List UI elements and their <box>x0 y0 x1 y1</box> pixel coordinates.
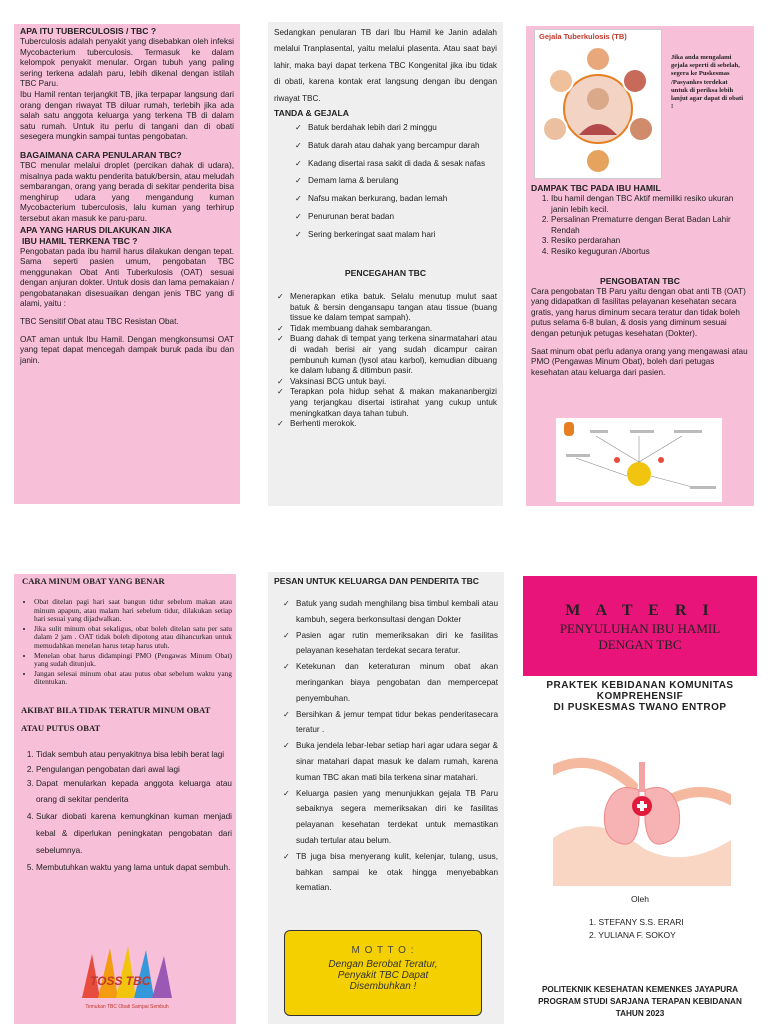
heading-signs: TANDA & GEJALA <box>274 108 349 119</box>
text-pregnant-risk: Ibu Hamil rentan terjangkit TB, jika terpapar langsung dari orang dengan riwayat TB diluar rumah, terlebih jika ada salah satu anggota keluarga yang terkena TB di dalam satu rumah. Untuk itu perlu di tangani dan di obati sesegera mungkin sampai tuntas pengobatan. <box>20 89 234 142</box>
institution-1: POLITEKNIK KESEHATAN KEMENKES JAYAPURA <box>541 985 739 994</box>
motto-line-1: Dengan Berobat Teratur, <box>328 959 438 970</box>
heading-impact: DAMPAK TBC PADA IBU HAMIL <box>531 183 661 193</box>
cover-title-materi: M A T E R I <box>565 602 715 619</box>
impact-item: 1. Ibu hamil dengan TBC Aktif memiliki resiko ukuran janin lebih kecil. <box>551 194 749 215</box>
sign-item: ✓ Penurunan berat badan <box>292 208 497 226</box>
consequences-list <box>18 747 232 876</box>
heading-transmission: BAGAIMANA CARA PENULARAN TBC? <box>20 149 182 160</box>
consequence-item: 1. Tidak sembuh atau penyakitnya bisa lebih berat lagi <box>36 747 232 763</box>
heading-what-to-do-2: IBU HAMIL TERKENA TBC ? <box>22 235 138 246</box>
sign-item: ✓ Batuk darah atau dahak yang bercampur darah <box>292 137 497 155</box>
author-1: 1. STEFANY S.S. ERARI <box>589 917 684 927</box>
consequence-item: 3. Dapat menularkan kepada anggota keluarga atau orang di sekitar penderita <box>36 776 232 808</box>
medication-rule-item: • Jika sulit minum obat sekaligus, obat boleh ditelan satu per satu dalam 2 jam . OAT tidak boleh dipotong atau dihancurkan untuk memudahkan menelan harus tetap harus utuh. <box>34 625 232 651</box>
symptoms-figure-title: Gejala Tuberkulosis (TB) <box>539 32 627 41</box>
text-definition: Tuberculosis adalah penyakit yang disebabkan oleh infeksi Mycobacterium tuberculosis. Termasuk ke dalam kelompok penyakit menular. Organ tubuh yang paling sering terkena adalah paru, lebih dikenal dengan istilah TBC Paru. <box>20 37 234 89</box>
cover-oleh: Oleh <box>631 894 649 904</box>
sign-item: ✓ Nafsu makan berkurang, badan lemah <box>292 190 497 208</box>
text-tbc-types: TBC Sensitif Obat atau TBC Resistan Obat. <box>20 317 179 327</box>
motto-banner <box>284 930 482 1016</box>
cover-subtitle-2: KOMPREHENSIF <box>596 691 684 702</box>
impact-item: 4. Resiko keguguran /Abortus <box>551 247 749 258</box>
heading-family-messages: PESAN UNTUK KELUARGA DAN PENDERITA TBC <box>274 576 479 586</box>
symptoms-figure <box>534 29 662 179</box>
message-item: ✓ Batuk yang sudah menghilang bisa timbul kembali atau kambuh, segera berkonsultasi dengan Dokter <box>280 596 498 628</box>
medication-rule-item: • Menelan obat harus didampingi PMO (Pengawas Minum Obat) yang sudah ditunjuk. <box>34 652 232 669</box>
panel-medication-rules <box>14 574 236 1024</box>
panel-signs-prevention <box>268 22 503 506</box>
message-item: ✓ Bersihkan & jemur tempat tidur bekas penderitasecara teratur . <box>280 707 498 739</box>
prevention-item: ✓ Vaksinasi BCG untuk bayi. <box>274 377 497 388</box>
motto-line-3: Disembuhkan ! <box>349 981 417 992</box>
family-messages-list <box>274 596 498 896</box>
toss-tbc-text: TOSS TBC <box>90 974 151 988</box>
prevention-item: ✓ Menerapkan etika batuk. Selalu menutup mulut saat batuk & bersin dengansapu tangan atau tissue (buang tissue ke dalam tempat sampah). <box>274 292 497 324</box>
institution-3: TAHUN 2023 <box>615 1009 665 1018</box>
impact-item: 2. Persalinan Prematurre dengan Berat Badan Lahir Rendah <box>551 215 749 236</box>
heading-what-to-do-1: APA YANG HARUS DILAKUKAN JIKA <box>20 224 172 235</box>
sign-item: ✓ Demam lama & berulang <box>292 172 497 190</box>
pmo-diagram <box>556 418 722 502</box>
sign-item: ✓ Sering berkeringat saat malam hari <box>292 226 497 244</box>
consequence-item: 2. Pengulangan pengobatan dari awal lagi <box>36 763 232 776</box>
heading-prevention: PENCEGAHAN TBC <box>344 268 427 279</box>
consequence-item: 4. Sukar diobati karena kemungkinan kuman menjadi kebal & diperlukan peningkatan pengobatan dari sebelumnya. <box>36 808 232 859</box>
consequence-item: 5. Membutuhkan waktu yang lama untuk dapat sembuh. <box>36 859 232 876</box>
impact-item: 3. Resiko perdarahan <box>551 236 749 247</box>
prevention-item: ✓ Buang dahak di tempat yang terkena sinarmatahari atau di wadah berisi air yang sudah dicampur cairan pembunuh kuman (lysol atau karbol), kemudian dibuang ke dalam lubang & ditimbun pasir. <box>274 334 497 376</box>
impact-list <box>531 194 749 258</box>
text-treatment: Cara pengobatan TB Paru yaitu dengan obat anti TB (OAT) yang didapatkan di fasilitas pelayanan kesehatan secara gratis, yang harus diminum secara teratur dan tidak boleh putus selama 6-8 bulan, & dosis yang diminum sesuai dengan petunjuk petugas kesehatan (Dokter). <box>531 286 746 338</box>
toss-tbc-tagline: Temukan TBC Obati Sampai Sembuh <box>85 1004 169 1010</box>
cover-subtitle <box>523 680 757 713</box>
message-item: ✓ TB juga bisa menyerang kulit, kelenjar, tulang, usus, bahkan sampai ke otak hingga menyebabkan kematian. <box>280 849 498 896</box>
author-2: 2. YULIANA F. SOKOY <box>589 930 676 940</box>
heading-what-is-tbc: APA ITU TUBERCULOSIS / TBC ? <box>20 26 157 36</box>
symptoms-diagram <box>535 43 661 177</box>
heading-consequences-1: AKIBAT BILA TIDAK TERATUR MINUM OBAT <box>21 704 211 715</box>
heading-medication-rules: CARA MINUM OBAT YANG BENAR <box>22 576 165 586</box>
panel-impact-treatment <box>526 26 754 506</box>
message-item: ✓ Pasien agar rutin memeriksakan diri ke fasilitas pelayanan kesehatan terdekat secara teratur. <box>280 628 498 660</box>
sign-item: ✓ Batuk berdahak lebih dari 2 minggu <box>292 119 497 137</box>
text-transmission: TBC menular melalui droplet (percikan dahak di udara), misalnya pada waktu penderita batuk/bersin, atau meludah sembarangan, orang yang berada di sekitar penderita bisa menghirup udara yang mengandung kuman Mycobacterium tuberculosis, lalu kuman yang terhirup tersebut akan masuk ke paru-paru. <box>20 160 234 223</box>
medication-rules-list <box>18 598 232 687</box>
lungs-hands-illustration <box>553 740 731 886</box>
message-item: ✓ Buka jendela lebar-lebar setiap hari agar udara segar & sinar matahari dapat masuk ke dalam rumah, karena kuman TBC akan mati bila terkena sinar matahari. <box>280 738 498 785</box>
signs-list <box>274 119 497 244</box>
cover-title-line-2: PENYULUHAN IBU HAMIL <box>559 621 721 636</box>
panel-cover <box>523 576 757 1024</box>
text-fetal-transmission: Sedangkan penularan TB dari Ibu Hamil ke Janin adalah melalui Tranplasental, yaitu melalui plasenta. Atau saat bayi lahir, maka bayi dapat terkena TBC Kongenital jika ibu tidak di obati, karena kontak erat langsung dengan ibu dengan riwayat TBC. <box>274 28 497 103</box>
toss-tbc-logo <box>62 944 192 1020</box>
prevention-list <box>274 292 497 430</box>
prevention-item: ✓ Berhenti merokok. <box>274 419 497 430</box>
medication-rule-item: • Jangan selesai minum obat atau putus obat sebelum waktu yang ditentukan. <box>34 670 232 687</box>
text-treatment-pregnant: Pengobatan pada ibu hamil harus dilakukan dengan tepat. Sama seperti pasien umum, pengobatan TBC menggunakan Obat Anti Tuberkulosis (OAT) sesuai dengan anjuran dokter. Untuk dosis dan lama pemakaian / pengobatanakan disesuaikan dengan jenis TBC yang di alami, yaitu : <box>20 246 234 309</box>
cover-authors <box>589 916 749 942</box>
panel-family-messages <box>268 572 504 1024</box>
message-item: ✓ Ketekunan dan keteraturan minum obat akan meringankan biaya pengobatan dan mempercepat penyembuhan. <box>280 659 498 706</box>
message-item: ✓ Keluarga pasien yang menunjukkan gejala TB Paru sebaiknya segera memeriksakan diri ke fasilitas pelayanan kesehatan terdekat untuk memastikan sudah tertular atau belum. <box>280 786 498 849</box>
symptoms-side-note: Jika anda mengalami gejala seperti di sebelah, segera ke Puskesmas /Pasyankes terdekat untuk di periksa lebih lanjut agar dapat di obati ! <box>671 54 744 111</box>
motto-line-2: Penyakit TBC Dapat <box>337 970 429 981</box>
text-oat-safe: OAT aman untuk Ibu Hamil. Dengan mengkonsumsi OAT yang tepat dapat mencegah dampak buruk pada ibu dan janin. <box>20 334 234 365</box>
sign-item: ✓ Kadang disertai rasa sakit di dada & sesak nafas <box>292 155 497 172</box>
medication-rule-item: • Obat ditelan pagi hari saat bangun tidur sebelum makan atau minum apapun, atau malam hari sebelum tidur, dilakukan setiap hari sesuai yang dijadwalkan. <box>34 598 232 624</box>
heading-consequences-2: ATAU PUTUS OBAT <box>21 722 101 733</box>
impact-section <box>531 183 749 378</box>
text-pmo: Saat minum obat perlu adanya orang yang mengawasi atau PMO (Pengawas Minum Obat), boleh dari petugas kesehatan atau keluarga dari pasien. <box>531 346 748 377</box>
panel-what-is-tbc <box>14 24 240 504</box>
motto-title: M O T T O : <box>351 945 415 956</box>
prevention-item: ✓ Tidak membuang dahak sembarangan. <box>274 324 497 335</box>
institution-2: PROGRAM STUDI SARJANA TERAPAN KEBIDANAN <box>538 997 742 1006</box>
heading-treatment: PENGOBATAN TBC <box>600 275 680 286</box>
cover-subtitle-3: DI PUSKESMAS TWANO ENTROP <box>553 702 727 713</box>
cover-subtitle-1: PRAKTEK KEBIDANAN KOMUNITAS <box>546 680 734 691</box>
cover-title-box <box>523 576 757 676</box>
prevention-item: ✓ Terapkan pola hidup sehat & makan makananbergizi yang terjangkau disertai istirahat yang cukup untuk meningkatkan daya tahan tubuh. <box>274 387 497 419</box>
cover-institution <box>523 984 757 1020</box>
cover-title-line-3: DENGAN TBC <box>598 637 682 652</box>
